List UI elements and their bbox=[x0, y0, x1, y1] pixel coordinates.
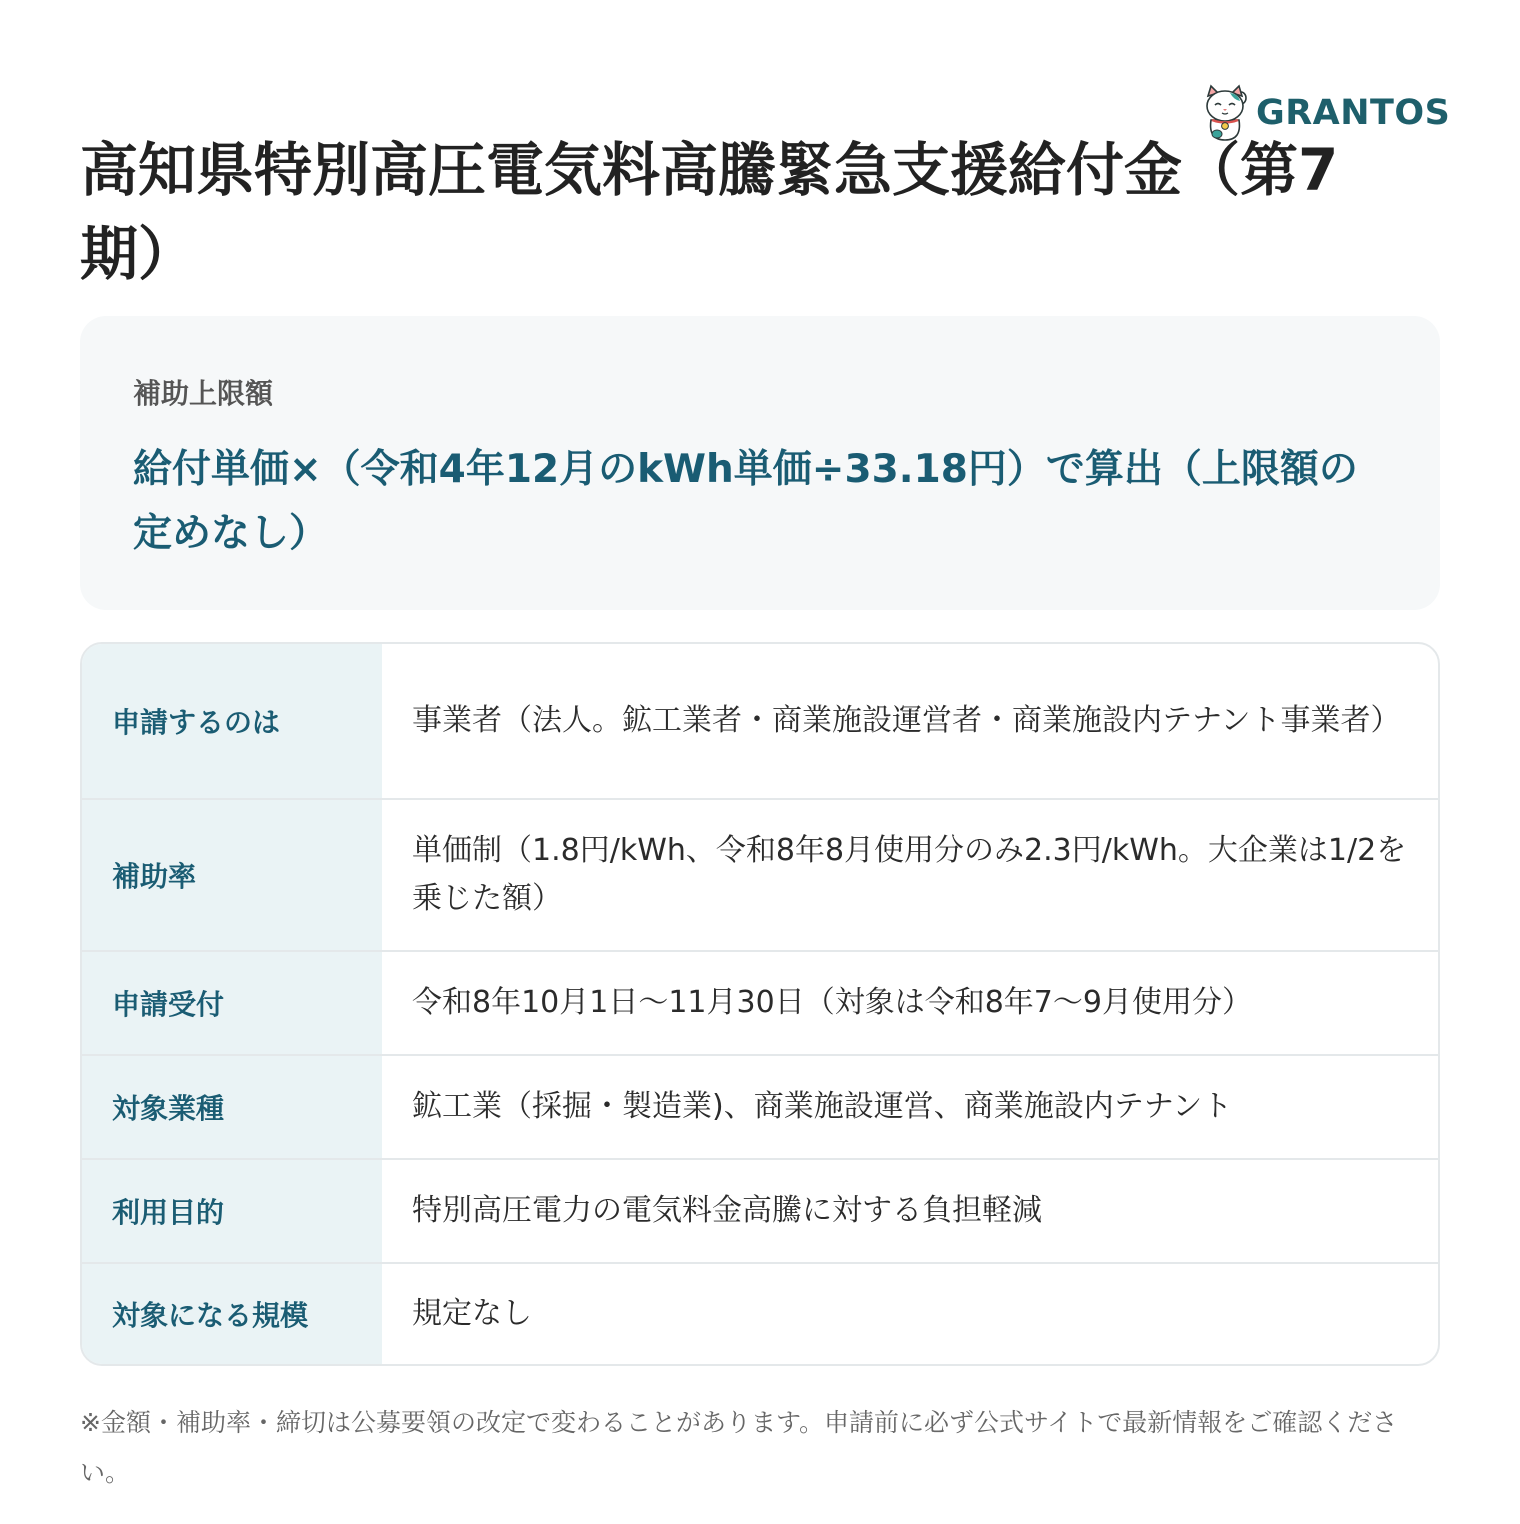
row-label: 対象業種 bbox=[82, 1056, 382, 1158]
row-value: 鉱工業（採掘・製造業)、商業施設運営、商業施設内テナント bbox=[412, 1089, 1233, 1124]
table-row-target-industry bbox=[82, 1054, 1438, 1158]
row-label: 補助率 bbox=[82, 800, 382, 950]
row-label: 申請受付 bbox=[82, 952, 382, 1054]
row-label: 申請するのは bbox=[82, 644, 382, 798]
row-value: 事業者（法人。鉱工業者・商業施設運営者・商業施設内テナント事業者） bbox=[412, 703, 1401, 738]
row-value: 令和8年10月1日〜11月30日（対象は令和8年7〜9月使用分） bbox=[412, 985, 1252, 1020]
subsidy-limit-card bbox=[80, 316, 1440, 610]
row-value: 規定なし bbox=[412, 1296, 532, 1331]
subsidy-limit-value: 給付単価×（令和4年12月のkWh単価÷33.18円）で算出（上限額の定めなし） bbox=[133, 447, 1358, 556]
table-row-target-scale bbox=[82, 1262, 1438, 1364]
row-label: 利用目的 bbox=[82, 1160, 382, 1262]
table-row-purpose bbox=[82, 1158, 1438, 1262]
row-label: 対象になる規模 bbox=[82, 1264, 382, 1364]
table-row-subsidy-rate bbox=[82, 798, 1438, 950]
table-row-application-period bbox=[82, 950, 1438, 1054]
logo-text: GRANTOS bbox=[1256, 93, 1451, 133]
subsidy-limit-label: 補助上限額 bbox=[133, 377, 274, 410]
row-value: 特別高圧電力の電気料金高騰に対する負担軽減 bbox=[412, 1193, 1042, 1228]
table-row-applicant bbox=[82, 644, 1438, 798]
footnote: ※金額・補助率・締切は公募要領の改定で変わることがあります。申請前に必ず公式サイトで最新情報をご確認ください。 bbox=[80, 1408, 1398, 1487]
page-title: 高知県特別高圧電気料高騰緊急支援給付金（第7期） bbox=[80, 136, 1339, 288]
info-table bbox=[80, 642, 1440, 1366]
row-value: 単価制（1.8円/kWh、令和8年8月使用分のみ2.3円/kWh。大企業は1/2を乗じた額） bbox=[412, 833, 1407, 916]
